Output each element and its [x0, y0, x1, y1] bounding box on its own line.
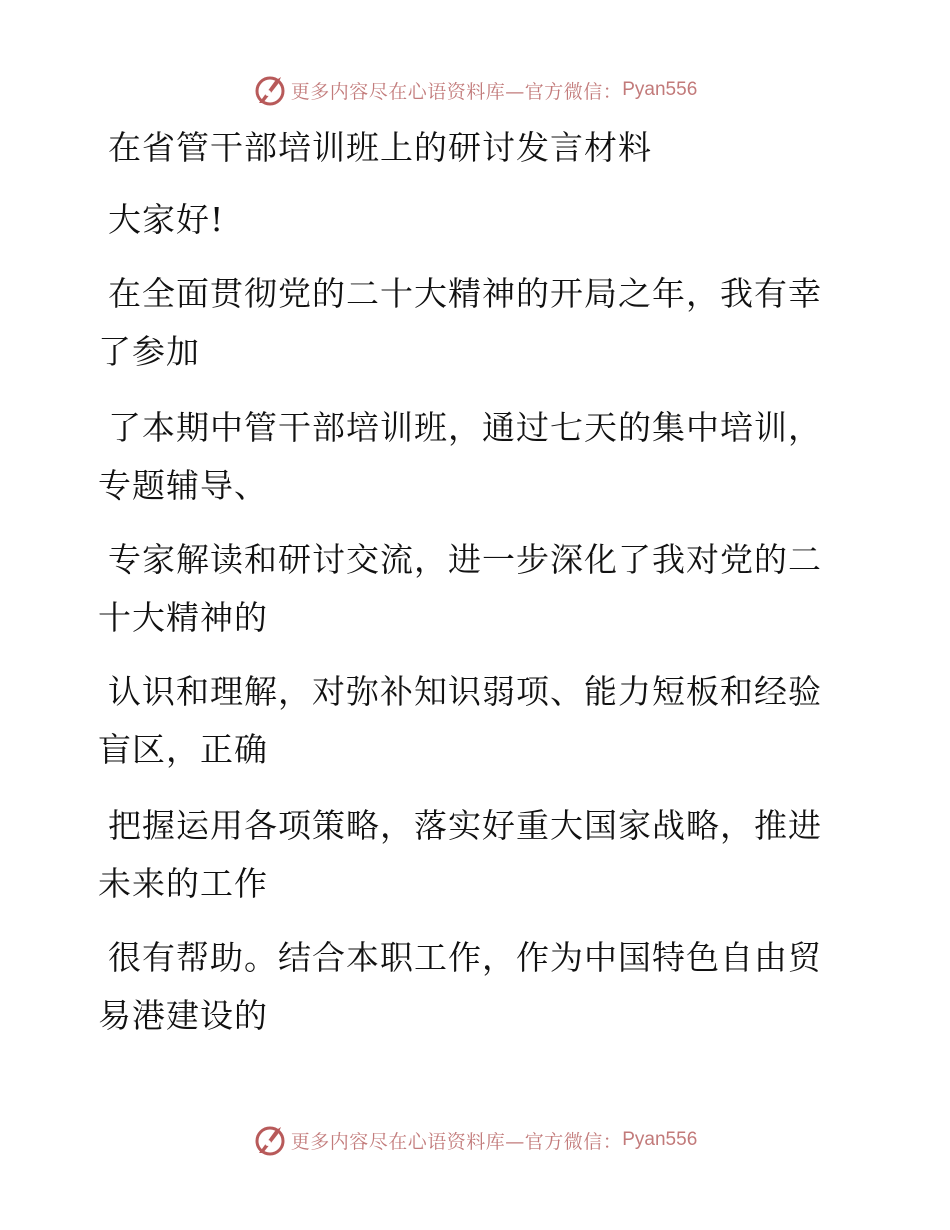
paragraph-line: 易港建设的 [98, 996, 268, 1035]
paragraph-line: 未来的工作 [98, 864, 268, 903]
paragraph-line: 了本期中管干部培训班，通过七天的集中培训， [108, 408, 822, 447]
paragraph-line: 盲区，正确 [98, 730, 268, 769]
paragraph-line: 在全面贯彻党的二十大精神的开局之年，我有幸 [108, 274, 822, 313]
header-banner [0, 70, 950, 110]
paragraph-line: 了参加 [98, 332, 200, 371]
footer-banner [0, 1120, 950, 1160]
quill-circle-icon [253, 1123, 287, 1157]
paragraph-line: 把握运用各项策略，落实好重大国家战略，推进 [108, 806, 822, 845]
greeting: 大家好! [108, 200, 225, 239]
quill-circle-icon [253, 73, 287, 107]
paragraph-line: 专家解读和研讨交流，进一步深化了我对党的二 [108, 540, 822, 579]
document-title: 在省管干部培训班上的研讨发言材料 [108, 128, 652, 167]
paragraph-line: 很有帮助。结合本职工作，作为中国特色自由贸 [108, 938, 822, 977]
banner-wechat-id: Pyan556 [622, 79, 698, 100]
paragraph-line: 专题辅导、 [98, 466, 268, 505]
paragraph-line: 认识和理解，对弥补知识弱项、能力短板和经验 [108, 672, 822, 711]
banner-text: 更多内容尽在心语资料库—官方微信： [290, 1130, 623, 1153]
banner-wechat-id: Pyan556 [622, 1129, 698, 1150]
banner-text: 更多内容尽在心语资料库—官方微信： [290, 80, 623, 103]
paragraph-line: 十大精神的 [98, 598, 268, 637]
